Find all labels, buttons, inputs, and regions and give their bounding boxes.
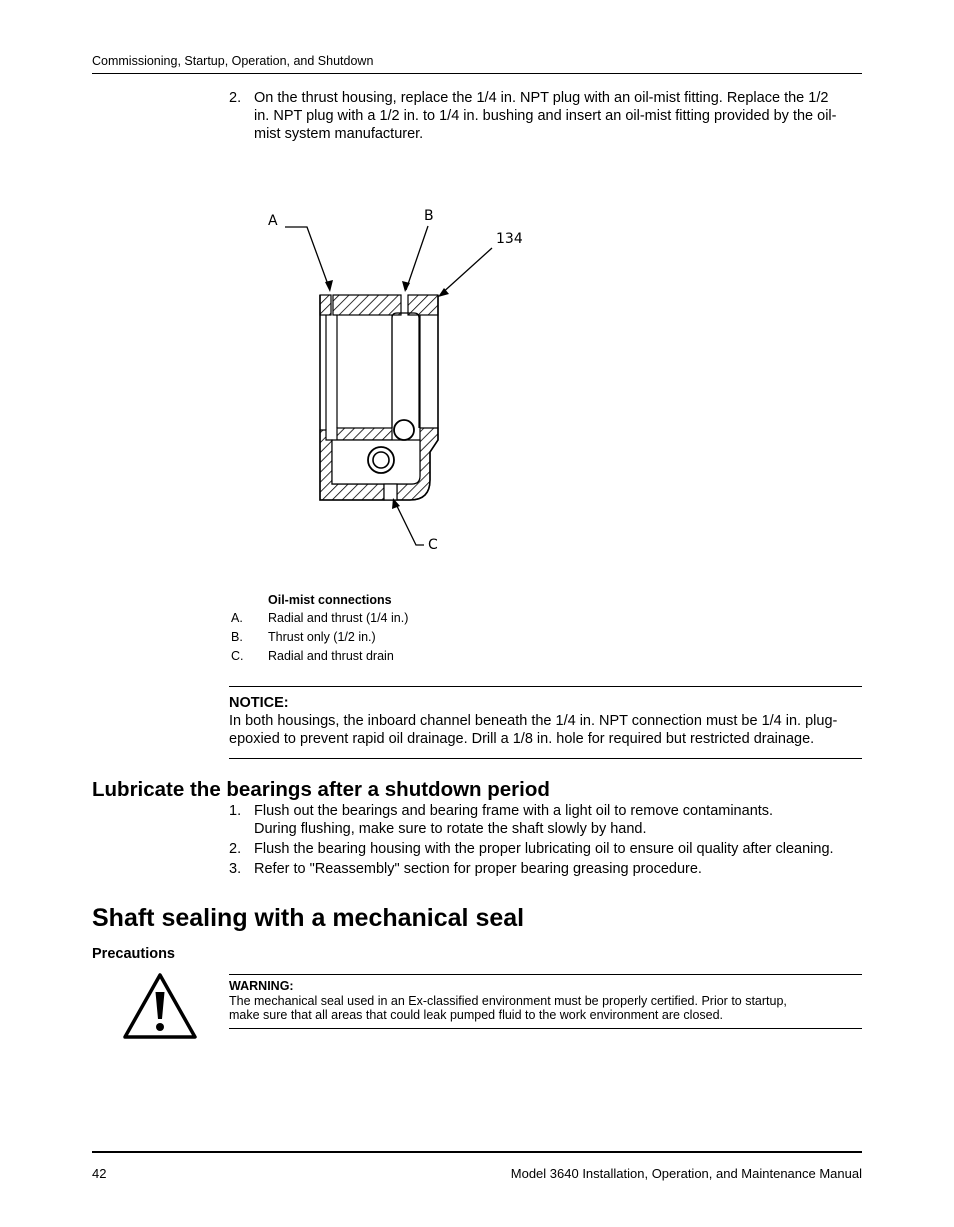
oil-port-circle <box>394 420 414 440</box>
lower-mid-hatch <box>337 428 392 440</box>
notice-line: In both housings, the inboard channel beneath the 1/4 in. NPT connection must be 1/4 in. plug- <box>229 713 838 729</box>
top-wall-left-hatch <box>320 295 331 315</box>
leader-b <box>406 226 428 290</box>
step-top-text <box>254 89 869 143</box>
step-top-number: 2. <box>229 90 242 106</box>
notice-top-rule <box>229 686 862 687</box>
step-top <box>229 89 869 143</box>
header-rule <box>92 73 862 74</box>
top-wall-mid-hatch <box>333 295 401 315</box>
figure-caption-title: Oil-mist connections <box>268 593 392 607</box>
caption-item-letter: B. <box>231 630 243 644</box>
leader-134 <box>440 248 492 295</box>
step-line: Flush out the bearings and bearing frame with a light oil to remove contaminants. <box>254 803 774 819</box>
step-line: Flush the bearing housing with the proper lubricating oil to ensure oil quality after cleaning. <box>254 841 834 857</box>
warning-block <box>229 979 869 1023</box>
page-number: 42 <box>92 1166 107 1181</box>
caption-item-letter: C. <box>231 649 244 663</box>
warning-label: WARNING: <box>229 979 294 993</box>
step-number: 3. <box>229 861 242 877</box>
step-line: Refer to "Reassembly" section for proper bearing greasing procedure. <box>254 861 702 877</box>
step-top-line: mist system manufacturer. <box>254 126 424 142</box>
lubricate-steps <box>229 802 869 878</box>
diagram-label-c: C <box>428 537 438 553</box>
precautions-heading: Precautions <box>92 946 175 962</box>
notice-line: epoxied to prevent rapid oil drainage. Drill a 1/8 in. hole for required but restricted drainage. <box>229 731 815 747</box>
lubricate-heading: Lubricate the bearings after a shutdown period <box>92 778 550 801</box>
step-top-line: On the thrust housing, replace the 1/4 in. NPT plug with an oil-mist fitting. Replace the 1/2 <box>254 90 829 106</box>
shaft-sealing-heading: Shaft sealing with a mechanical seal <box>92 904 525 932</box>
notice-block <box>229 694 869 748</box>
caption-item-letter: A. <box>231 611 243 625</box>
list-item <box>229 802 869 838</box>
leader-a <box>285 227 330 290</box>
warning-top-rule <box>229 974 862 975</box>
plug-inner-circle <box>373 452 389 468</box>
diagram-label-b: B <box>424 208 434 224</box>
diagram-label-134: 134 <box>496 231 523 247</box>
list-item <box>229 840 869 858</box>
caption-item-text: Radial and thrust (1/4 in.) <box>268 611 409 625</box>
caption-item-text: Thrust only (1/2 in.) <box>268 630 376 644</box>
caption-item-text: Radial and thrust drain <box>268 649 394 663</box>
footer-rule <box>92 1151 862 1153</box>
warning-bottom-rule <box>229 1028 862 1029</box>
warning-line: make sure that all areas that could leak pumped fluid to the work environment are closed. <box>229 1008 724 1022</box>
diagram-label-a: A <box>268 213 278 229</box>
warning-triangle-icon <box>122 972 198 1040</box>
step-number: 1. <box>229 803 242 819</box>
warning-line: The mechanical seal used in an Ex-classified environment must be properly certified. Prior to startup, <box>229 993 787 1008</box>
notice-label: NOTICE: <box>229 695 289 711</box>
top-wall-right-hatch <box>408 295 438 315</box>
drain-channel <box>384 484 397 500</box>
manual-title: Model 3640 Installation, Operation, and Maintenance Manual <box>510 1166 862 1181</box>
running-header: Commissioning, Startup, Operation, and Shutdown <box>92 54 374 68</box>
step-line: During flushing, make sure to rotate the shaft slowly by hand. <box>254 821 647 837</box>
bearing-bore <box>392 313 419 428</box>
list-item <box>229 860 869 878</box>
step-number: 2. <box>229 841 242 857</box>
arrow-a <box>325 280 333 292</box>
arrow-134 <box>438 288 449 297</box>
oil-mist-diagram <box>250 195 550 565</box>
step-top-line: in. NPT plug with a 1/2 in. to 1/4 in. bushing and insert an oil-mist fitting provided by the oil- <box>254 108 837 124</box>
notice-bottom-rule <box>229 758 862 759</box>
leader-c <box>394 500 424 545</box>
